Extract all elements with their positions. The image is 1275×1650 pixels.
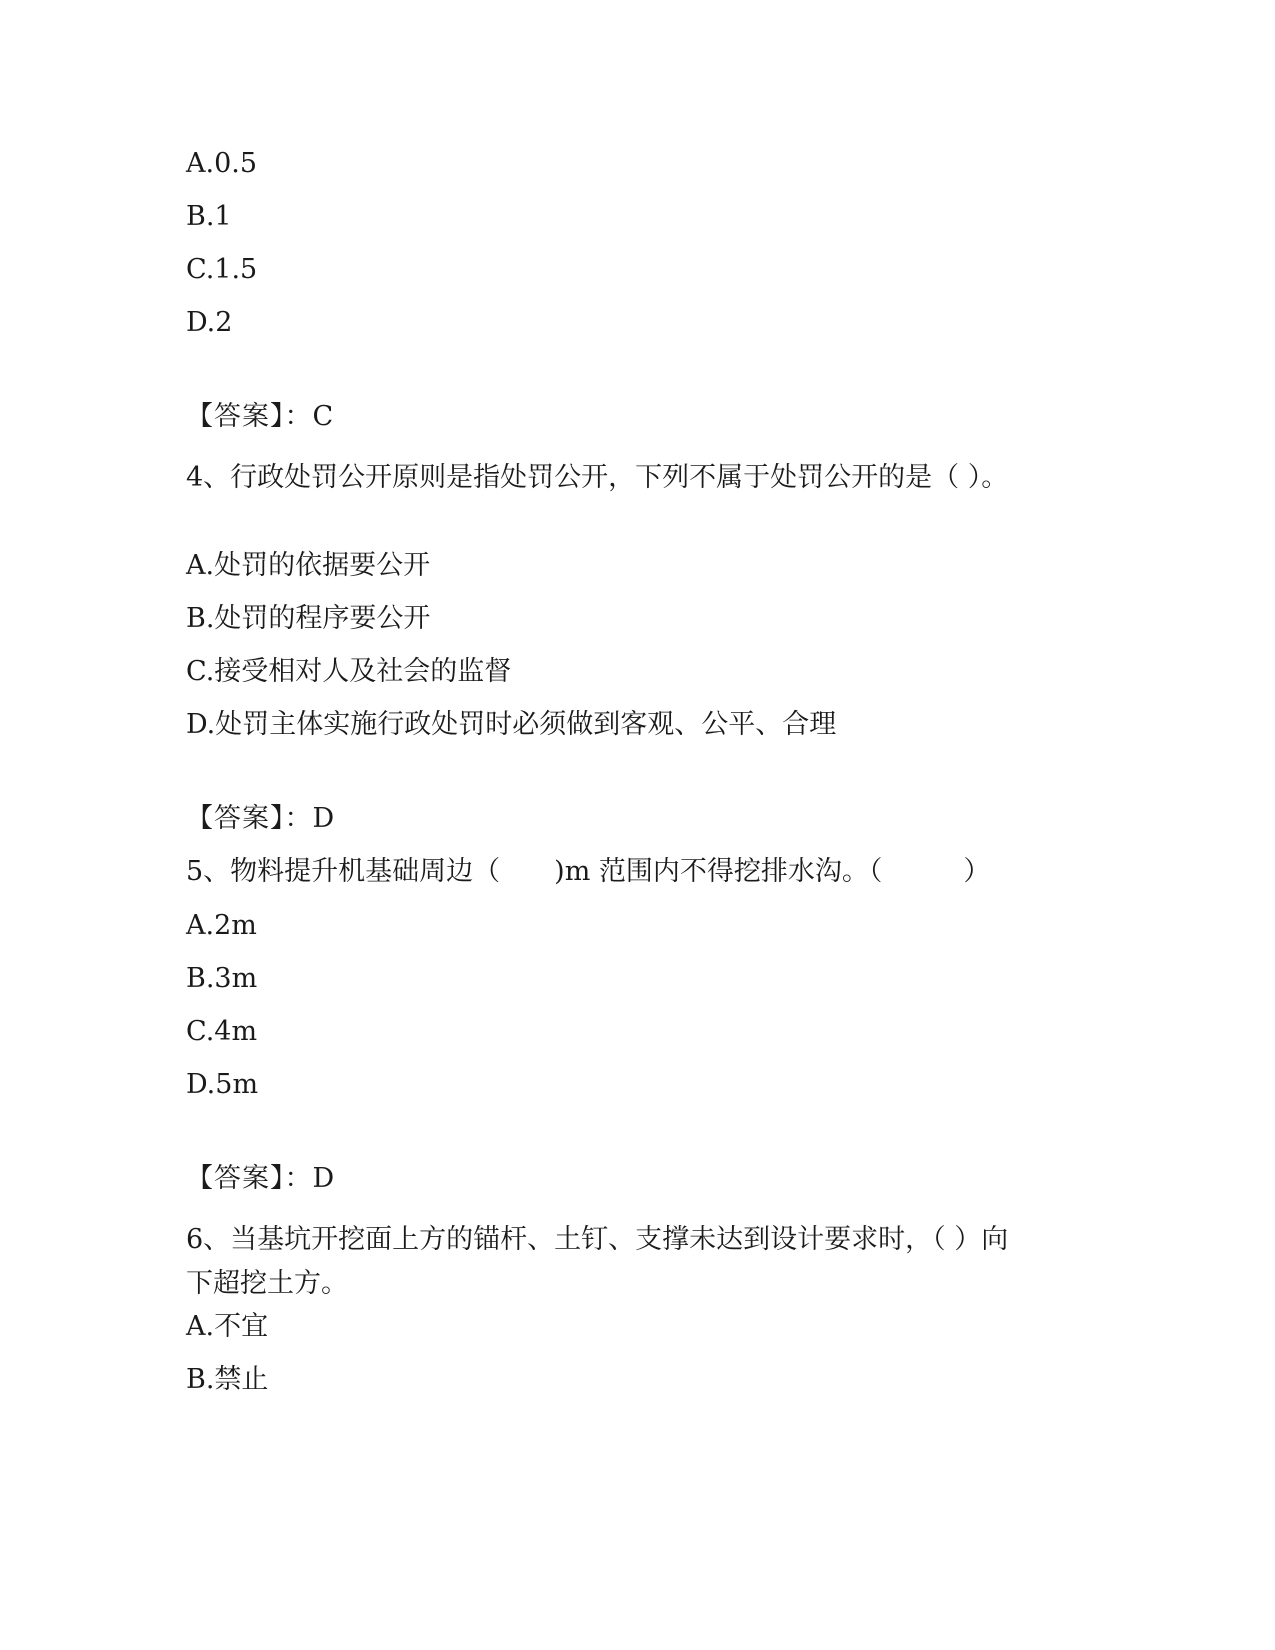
q5-option-d: D.5m — [186, 1069, 259, 1100]
q3-option-d: D.2 — [186, 307, 233, 338]
q5-option-a: A.2m — [186, 910, 257, 941]
q6-option-b: B.禁止 — [186, 1364, 269, 1395]
q5-question: 5、物料提升机基础周边（ )m 范围内不得挖排水沟。（ ） — [186, 856, 991, 887]
q6-option-a: A.不宜 — [186, 1311, 269, 1342]
q3-option-c: C.1.5 — [186, 254, 258, 285]
q4-option-d: D.处罚主体实施行政处罚时必须做到客观、公平、合理 — [186, 709, 837, 740]
q4-option-a: A.处罚的依据要公开 — [186, 550, 431, 581]
q4-option-c: C.接受相对人及社会的监督 — [186, 656, 512, 687]
q4-option-b: B.处罚的程序要公开 — [186, 603, 431, 634]
q4-question: 4、行政处罚公开原则是指处罚公开，下列不属于处罚公开的是（ ）。 — [186, 462, 1009, 493]
q3-option-b: B.1 — [186, 201, 232, 232]
q5-option-b: B.3m — [186, 963, 258, 994]
q3-option-a: A.0.5 — [186, 148, 258, 179]
q6-question: 6、当基坑开挖面上方的锚杆、土钉、支撑未达到设计要求时，（ ）向下超挖土方。 — [186, 1224, 1009, 1299]
q3-answer: 【答案】：C — [186, 401, 335, 432]
q4-answer: 【答案】：D — [186, 803, 336, 834]
q5-option-c: C.4m — [186, 1016, 258, 1047]
q5-answer: 【答案】：D — [186, 1163, 336, 1194]
